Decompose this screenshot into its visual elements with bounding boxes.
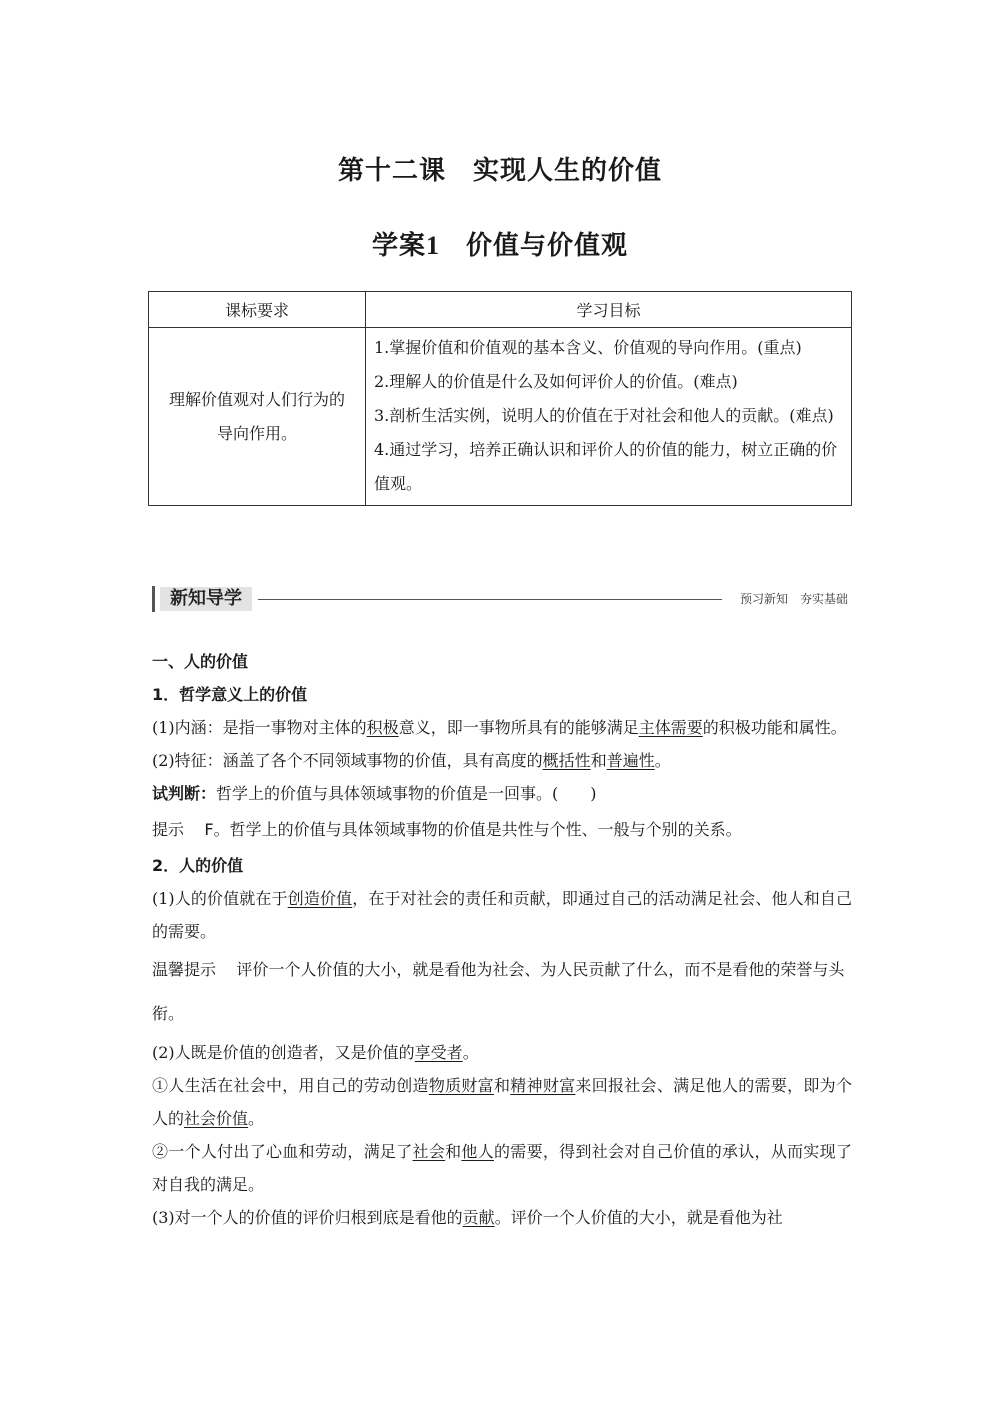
lesson-title: 第十二课 实现人生的价值 — [337, 156, 662, 186]
section-tag: 新知导学 — [160, 587, 252, 611]
case-title: 价值与价值观 — [466, 231, 629, 261]
paragraph-connotation — [152, 711, 852, 744]
objective-item: 2.理解人的价值是什么及如何评价人的价值。(难点) — [374, 372, 738, 391]
text-span: 意义，即一事物所具有的能够满足 — [398, 718, 639, 737]
text-span: (1)内涵：是指一事物对主体的 — [152, 718, 367, 737]
text-span: 来回报社会、满足他人的需要，即为个人的 — [152, 1076, 852, 1128]
objective-item: 4.通过学习，培养正确认识和评价人的价值的能力，树立正确的价值观。 — [374, 440, 838, 493]
text-span: (2)人既是价值的创造者，又是价值的 — [152, 1043, 415, 1062]
objectives-cell — [366, 328, 852, 506]
text-span: 。 — [462, 1043, 479, 1062]
blank-answer: 物质财富 — [428, 1076, 494, 1095]
case-number: 1 — [426, 231, 440, 260]
text-span: ②一个人付出了心血和劳动，满足了 — [152, 1142, 413, 1161]
blank-answer: 普遍性 — [606, 751, 655, 770]
blank-answer: 概括性 — [542, 751, 591, 770]
blank-answer: 积极 — [366, 718, 399, 737]
objective-item: 1.掌握价值和价值观的基本含义、价值观的导向作用。(重点) — [374, 338, 802, 357]
heading-level2: 2．人的价值 — [152, 856, 244, 875]
section-subtitle: 预习新知 夯实基础 — [739, 592, 848, 606]
requirement-cell: 理解价值观对人们行为的导向作用。 — [149, 328, 366, 506]
header-requirement: 课标要求 — [149, 292, 366, 328]
paragraph-creator-enjoyer — [152, 1036, 852, 1069]
heading-level2: 1．哲学意义上的价值 — [152, 685, 308, 704]
text-span: 和 — [445, 1142, 462, 1161]
blank-answer: 创造价值 — [287, 889, 353, 908]
blank-answer: 社会 — [412, 1142, 446, 1161]
header-objectives: 学习目标 — [366, 292, 852, 328]
text-span: 。 — [248, 1109, 265, 1128]
warm-tip — [152, 948, 852, 1036]
text-span: 。评价一个人价值的大小，就是看他为社 — [494, 1208, 783, 1227]
hint-label: 提示 — [152, 820, 185, 839]
section-marker-bar — [152, 586, 155, 612]
blank-answer: 精神财富 — [510, 1076, 576, 1095]
text-span: ①人生活在社会中，用自己的劳动创造 — [152, 1076, 429, 1095]
tip-text: 评价一个人价值的大小，就是看他为社会、为人民贡献了什么，而不是看他的荣誉与头衔。 — [152, 960, 845, 1023]
text-span: 和 — [493, 1076, 511, 1095]
judge-text: 哲学上的价值与具体领域事物的价值是一回事。( ) — [216, 784, 597, 803]
text-span: 的积极功能和属性。 — [702, 718, 847, 737]
tip-label: 温馨提示 — [152, 960, 217, 979]
text-span: ，在于对社会的责任和贡献，即通过自己的活动满足社会、他人和自己的需要。 — [152, 889, 852, 941]
hint-text: F。哲学上的价值与具体领域事物的价值是共性与个性、一般与个别的关系。 — [204, 820, 742, 839]
section-header — [152, 586, 848, 612]
paragraph-human-value — [152, 882, 852, 948]
judge-label: 试判断： — [152, 784, 217, 803]
hint-answer — [152, 813, 852, 846]
paragraph-self-value — [152, 1135, 852, 1201]
text-span: 。 — [654, 751, 671, 770]
heading-level1: 一、人的价值 — [152, 652, 249, 671]
content-body — [152, 645, 852, 1234]
paragraph-evaluation — [152, 1201, 852, 1234]
goals-table-row — [149, 328, 852, 506]
paragraph-features — [152, 744, 852, 777]
text-span: (2)特征：涵盖了各个不同领域事物的价值，具有高度的 — [152, 751, 543, 770]
goals-table-header-row — [149, 292, 852, 328]
blank-answer: 享受者 — [414, 1043, 463, 1062]
blank-answer: 贡献 — [462, 1208, 495, 1227]
objective-item: 3.剖析生活实例，说明人的价值在于对社会和他人的贡献。(难点) — [374, 406, 834, 425]
text-span: (1)人的价值就在于 — [152, 889, 288, 908]
text-span: 和 — [590, 751, 607, 770]
blank-answer: 主体需要 — [638, 718, 703, 737]
blank-answer: 社会价值 — [184, 1109, 249, 1128]
text-span: 的需要，得到社会对自己价值的承认，从而实现了对自我的满足。 — [152, 1142, 852, 1194]
blank-answer: 他人 — [461, 1142, 494, 1161]
goals-table — [148, 291, 852, 506]
section-divider-line — [258, 599, 722, 600]
case-label: 学案 — [371, 231, 426, 261]
case-title-line — [0, 225, 1000, 262]
paragraph-social-value — [152, 1069, 852, 1135]
text-span: (3)对一个人的价值的评价归根到底是看他的 — [152, 1208, 463, 1227]
judge-question — [152, 777, 852, 810]
